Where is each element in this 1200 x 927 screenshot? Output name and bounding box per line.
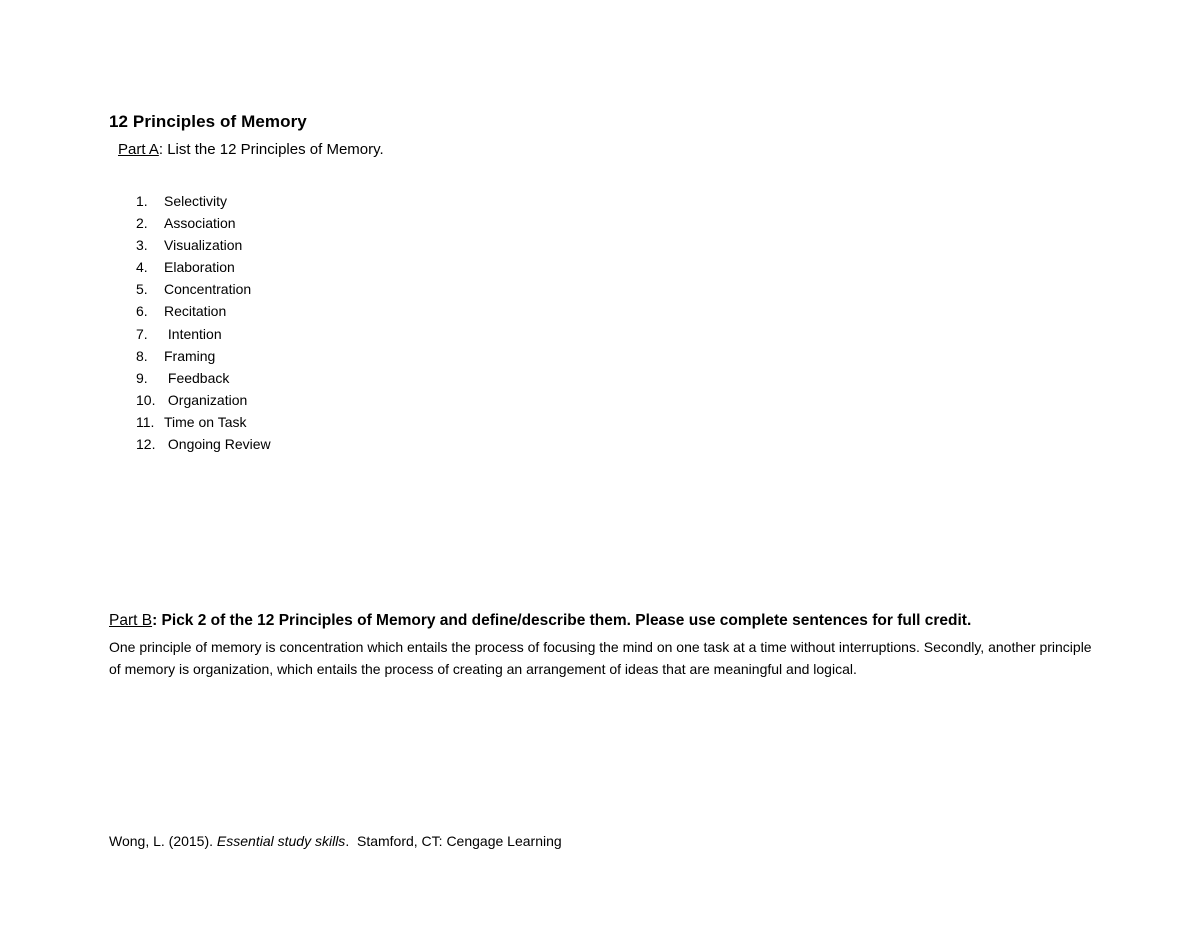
list-item: [136, 212, 271, 234]
list-number: 12.: [136, 436, 156, 453]
list-text: Selectivity: [164, 193, 228, 209]
part-a-label: Part A: [118, 141, 159, 158]
citation-work: Essential study skills: [216, 833, 346, 849]
list-item: [136, 300, 271, 322]
list-number: 8.: [136, 347, 148, 364]
list-text: Framing: [164, 347, 216, 364]
list-text: Concentration: [164, 281, 252, 298]
list-item: [136, 389, 271, 411]
list-number: 2.: [136, 215, 148, 232]
list-item: [136, 256, 271, 278]
list-item: [136, 190, 271, 212]
list-text: Ongoing Review: [164, 436, 271, 453]
list-number: 10.: [136, 391, 156, 408]
list-number: 4.: [136, 259, 148, 276]
part-b-label: Part B: [109, 612, 153, 629]
list-number: 11.: [136, 413, 155, 430]
part-b-answer: One principle of memory is concentration which entails the process of focusing the mind on one task at a time without interruptions. Secondly, another principle of memory is organization, which entails the process of creating an arrangement of ideas that are meaningful and logical.: [109, 639, 1092, 677]
list-number: 5.: [136, 281, 148, 298]
list-text: Feedback: [164, 369, 230, 386]
part-b-instruction: : Pick 2 of the 12 Principles of Memory and define/describe them. Please use complete sentences for full credit.: [152, 612, 972, 629]
part-b-heading: [109, 612, 971, 630]
part-a-heading: [118, 141, 384, 158]
list-text: Organization: [164, 391, 248, 408]
list-text: Association: [164, 215, 236, 232]
list-item: [136, 278, 271, 300]
principles-list: [136, 190, 271, 455]
list-text: Elaboration: [164, 259, 235, 276]
list-text: Visualization: [164, 237, 243, 254]
list-number: 7.: [136, 325, 148, 342]
citation: [109, 833, 562, 849]
page-title: 12 Principles of Memory: [109, 112, 307, 131]
list-number: 6.: [136, 303, 148, 320]
list-text: Recitation: [164, 303, 227, 320]
list-item: [136, 367, 271, 389]
list-text: Time on Task: [164, 413, 247, 430]
list-item: [136, 345, 271, 367]
citation-publisher: . Stamford, CT: Cengage Learning: [345, 833, 562, 849]
list-item: [136, 411, 271, 433]
list-item: [136, 323, 271, 345]
list-text: Intention: [164, 325, 222, 342]
list-number: 3.: [136, 237, 148, 254]
list-item: [136, 234, 271, 256]
part-a-instruction: : List the 12 Principles of Memory.: [158, 141, 384, 158]
list-number: 1.: [136, 193, 148, 209]
list-number: 9.: [136, 369, 148, 386]
citation-author: Wong, L. (2015).: [109, 833, 217, 849]
list-item: [136, 433, 271, 455]
